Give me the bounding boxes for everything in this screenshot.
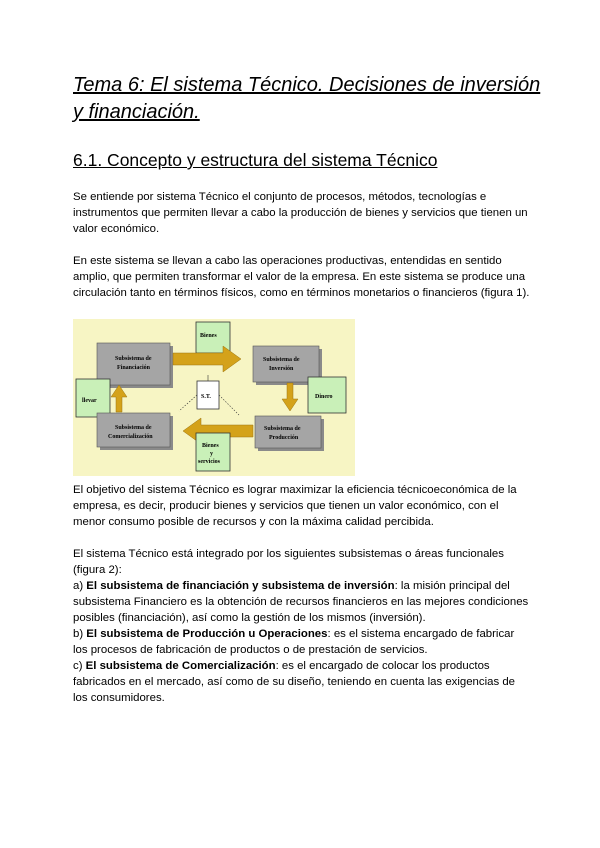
figure-technical-system-diagram [73, 319, 355, 476]
comercializacion-line2: Comercialización [108, 434, 153, 440]
paragraph-objective: El objetivo del sistema Técnico es lograr maximizar la eficiencia técnicoeconómica de la empresa, es decir, producir bienes y servicios que tienen un valor económico, con el menor consumo posible de recursos y con la máxima calidad percibida. [73, 484, 517, 528]
item-b-title: El subsistema de Producción u Operaciones [86, 628, 328, 640]
bienes-label: Bienes [200, 333, 217, 339]
produccion-line2: Producción [269, 435, 299, 441]
comercializacion-line1: Subsistema de [115, 425, 152, 431]
paragraph-operations: En este sistema se llevan a cabo las operaciones productivas, entendidas en sentido amplio, que permiten transformar el valor de la empresa. En este sistema se produce una circulación tanto en términos físicos, como en términos monetarios o financieros (figura 1). [73, 255, 530, 299]
document-title: Tema 6: El sistema Técnico. Decisiones de inversión y financiación. [73, 74, 541, 123]
llevar-label: llevar [82, 398, 97, 404]
list-item-a: a) El subsistema de financiación y subsistema de inversión: la misión principal del subsistema Financiero es la obtención de recursos financieros en las mejores condiciones posibles (financiación), así como la gestión de los mismos (inversión). [73, 580, 529, 624]
inversion-line1: Subsistema de [263, 357, 300, 363]
box-produccion [255, 416, 321, 448]
list-item-c: c) El subsistema de Comercialización: es el encargado de colocar los productos fabricados en el mercado, así como de su diseño, teniendo en cuenta las exigencias de los consumidores. [73, 660, 515, 704]
bienes-servicios-line2: y [210, 451, 213, 457]
bienes-servicios-line1: Bienes [202, 443, 219, 449]
subsystems-intro: El sistema Técnico está integrado por los siguientes subsistemas o áreas funcionales (figura 2): [73, 548, 504, 576]
financiacion-line1: Subsistema de [115, 356, 152, 362]
item-c-title: El subsistema de Comercialización [85, 660, 276, 672]
section-heading: 6.1. Concepto y estructura del sistema Técnico [73, 150, 438, 170]
st-label: S.T. [201, 394, 211, 400]
bienes-servicios-line3: servicios [198, 459, 220, 465]
bienes-servicios-box [196, 433, 230, 471]
item-a-title: El subsistema de financiación y subsistema de inversión [86, 580, 395, 592]
paragraph-definition: Se entiende por sistema Técnico el conjunto de procesos, métodos, tecnologías e instrumentos que permiten llevar a cabo la producción de bienes y servicios que tienen un valor económico. [73, 191, 528, 235]
subsystems-section [73, 546, 531, 706]
financiacion-line2: Financiación [117, 365, 151, 371]
dinero-label: Dinero [315, 394, 333, 400]
inversion-line2: Inversión [269, 366, 294, 372]
list-item-b: b) El subsistema de Producción u Operaciones: es el sistema encargado de fabricar los procesos de fabricación de productos o de prestación de servicios. [73, 628, 515, 656]
produccion-line1: Subsistema de [264, 426, 301, 432]
